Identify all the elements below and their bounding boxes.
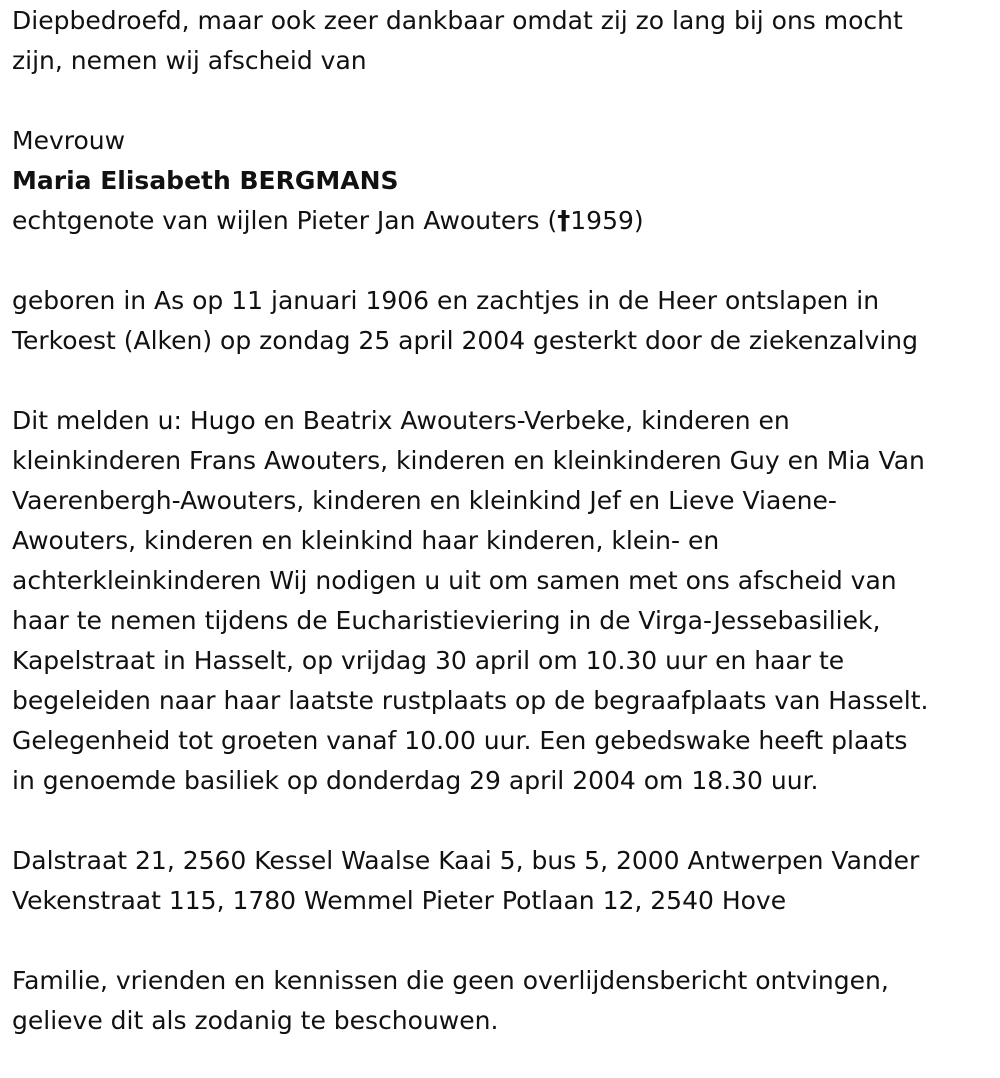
announcement-paragraph (12, 401, 987, 801)
paragraph-spacer (12, 81, 987, 121)
intro-line: zijn, nemen wij afscheid van (12, 46, 367, 75)
announcement-line: kleinkinderen Frans Awouters, kinderen en kleinkinderen Guy en Mia Van (12, 446, 925, 475)
paragraph-spacer (12, 241, 987, 281)
announcement-line: Gelegenheid tot groeten vanaf 10.00 uur. Een gebedswake heeft plaats (12, 726, 908, 755)
closing-line: gelieve dit als zodanig te beschouwen. (12, 1006, 499, 1035)
announcement-line: in genoemde basiliek op donderdag 29 april 2004 om 18.30 uur. (12, 766, 819, 795)
spouse-line-prefix: echtgenote van wijlen Pieter Jan Awouters ( (12, 206, 558, 235)
announcement-line: Dit melden u: Hugo en Beatrix Awouters-Verbeke, kinderen en (12, 406, 790, 435)
intro-line: Diepbedroefd, maar ook zeer dankbaar omdat zij zo lang bij ons mocht (12, 6, 903, 35)
death-notice (12, 0, 987, 1041)
announcement-line: Kapelstraat in Hasselt, op vrijdag 30 april om 10.30 uur en haar te (12, 646, 845, 675)
spouse-line-suffix: ) (633, 206, 644, 235)
paragraph-spacer (12, 801, 987, 841)
paragraph-spacer (12, 921, 987, 961)
spouse-line (12, 201, 987, 241)
paragraph-spacer (12, 361, 987, 401)
birth-death-line: geboren in As op 11 januari 1906 en zachtjes in de Heer ontslapen in (12, 286, 880, 315)
cross-icon: † (557, 206, 571, 236)
announcement-line: Vaerenbergh-Awouters, kinderen en kleinkind Jef en Lieve Viaene- (12, 486, 837, 515)
announcement-line: begeleiden naar haar laatste rustplaats op de begraafplaats van Hasselt. (12, 686, 929, 715)
deceased-name: Maria Elisabeth BERGMANS (12, 166, 399, 195)
spouse-death-year: 1959 (570, 206, 634, 235)
closing-paragraph (12, 961, 987, 1041)
address-line: Vekenstraat 115, 1780 Wemmel Pieter Potlaan 12, 2540 Hove (12, 886, 787, 915)
announcement-line: achterkleinkinderen Wij nodigen u uit om samen met ons afscheid van (12, 566, 897, 595)
closing-line: Familie, vrienden en kennissen die geen overlijdensbericht ontvingen, (12, 966, 889, 995)
birth-death-paragraph (12, 281, 987, 361)
addresses-paragraph (12, 841, 987, 921)
intro-paragraph (12, 0, 987, 81)
announcement-line: haar te nemen tijdens de Eucharistieviering in de Virga-Jessebasiliek, (12, 606, 881, 635)
birth-death-line: Terkoest (Alken) op zondag 25 april 2004 gesterkt door de ziekenzalving (12, 326, 918, 355)
announcement-line: Awouters, kinderen en kleinkind haar kinderen, klein- en (12, 526, 720, 555)
address-line: Dalstraat 21, 2560 Kessel Waalse Kaai 5, bus 5, 2000 Antwerpen Vander (12, 846, 920, 875)
salutation: Mevrouw (12, 126, 126, 155)
